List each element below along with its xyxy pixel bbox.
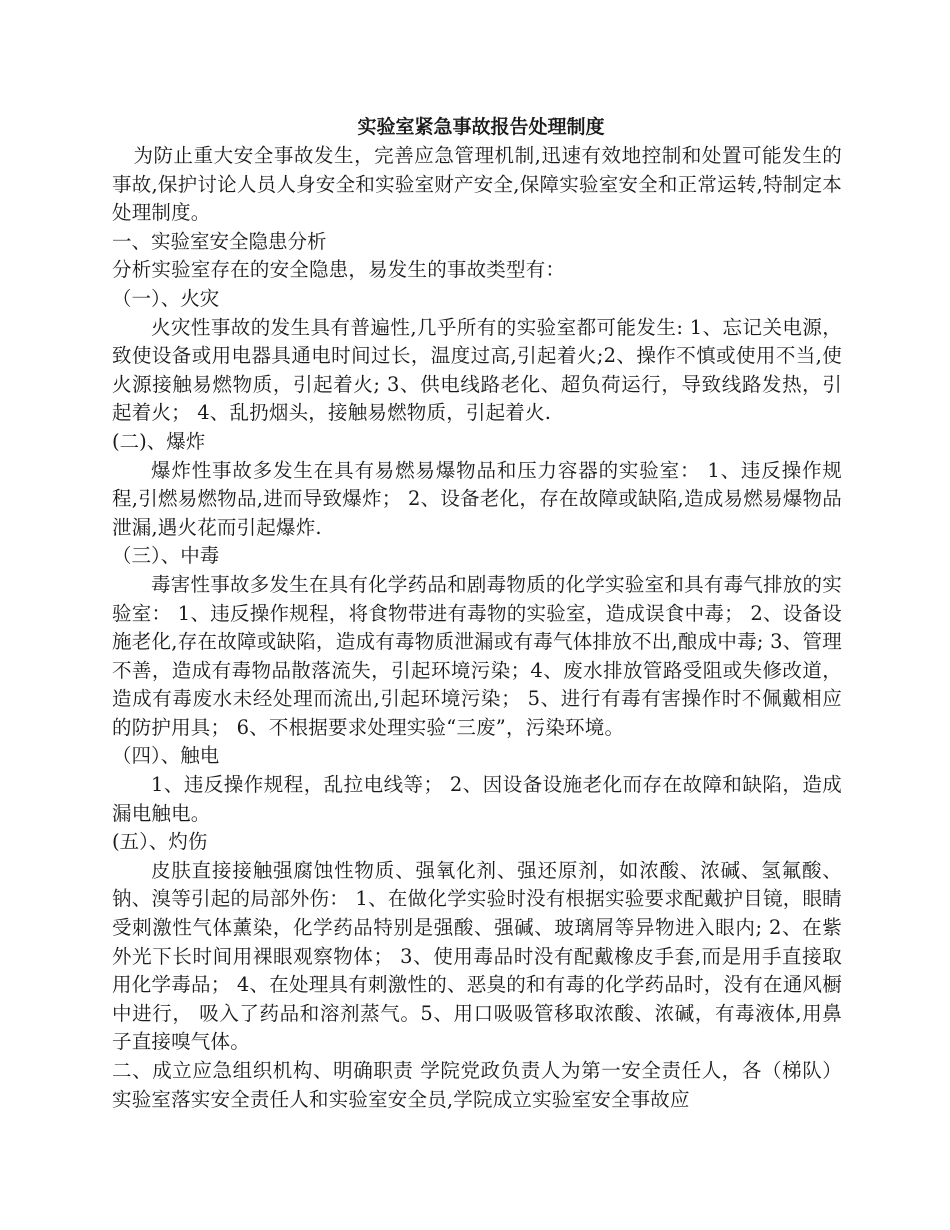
burn-heading: (五）、灼伤 [112,830,208,854]
poison-heading: （三）、中毒 [112,544,220,568]
section1-lead: 分析实验室存在的安全隐患，易发生的事故类型有： [112,258,566,282]
explosion-heading: (二)、爆炸 [112,429,206,453]
intro-paragraph: 为防止重大安全事故发生，完善应急管理机制,迅速有效地控制和处置可能发生的事故,保护讨论人员人身安全和实验室财产安全,保障实验室安全和正常运转,特制定本处理制度。 [112,144,842,225]
fire-paragraph: 火灾性事故的发生具有普遍性,几乎所有的实验室都可能发生: 1、忘记关电源，致使设备或用电器具通电时间过长，温度过高,引起着火;2、操作不慎或使用不当,使火源接触易燃物质，引起着火; 3、供电线路老化、超负荷运行，导致线路发热，引起着火； 4、乱扔烟头，接触易燃物质，引起着火. [112,315,842,425]
shock-paragraph: 1、违反操作规程，乱拉电线等； 2、因设备设施老化而存在故障和缺陷，造成漏电触电。 [112,773,842,825]
explosion-paragraph: 爆炸性事故多发生在具有易燃易爆物品和压力容器的实验室： 1、违反操作规程,引燃易燃物品,进而导致爆炸； 2、设备老化，存在故障或缺陷,造成易燃易爆物品泄漏,遇火花而引起爆炸. [112,458,842,539]
fire-heading: （一）、火灾 [112,286,220,310]
section2-paragraph: 二、成立应急组织机构、明确职责 学院党政负责人为第一安全责任人，各（梯队）实验室落实安全责任人和实验室安全员,学院成立实验室安全事故应 [112,1059,842,1111]
poison-paragraph: 毒害性事故多发生在具有化学药品和剧毒物质的化学实验室和具有毒气排放的实验室： 1、违反操作规程，将食物带进有毒物的实验室，造成误食中毒； 2、设备设施老化,存在故障或缺陷，造成有毒物质泄漏或有毒气体排放不出,酿成中毒; 3、管理不善，造成有毒物品散落流失，引起环境污染；4、废水排放管路受阻或失修改道，造成有毒废水未经处理而流出,引起环境污染； 5、进行有毒有害操作时不佩戴相应的防护用具； 6、不根据要求处理实验“三废”，污染环境。 [112,572,842,739]
document-title: 实验室紧急事故报告处理制度 [357,116,605,138]
document-page [112,112,842,1114]
section1-heading: 一、实验室安全隐患分析 [112,229,327,253]
burn-paragraph: 皮肤直接接触强腐蚀性物质、强氧化剂、强还原剂，如浓酸、浓碱、氢氟酸、钠、溴等引起的局部外伤： 1、在做化学实验时没有根据实验要求配戴护目镜，眼睛受刺激性气体薰染，化学药品特别是强酸、强碱、玻璃屑等异物进入眼内; 2、在紫外光下长时间用裸眼观察物体； 3、使用毒品时没有配戴橡皮手套,而是用手直接取用化学毒品； 4、在处理具有刺激性的、恶臭的和有毒的化学药品时，没有在通风橱中进行， 吸入了药品和溶剂蒸气。5、用口吸吸管移取浓酸、浓碱，有毒液体,用鼻子直接嗅气体。 [112,858,842,1054]
shock-heading: （四）、触电 [112,744,220,768]
